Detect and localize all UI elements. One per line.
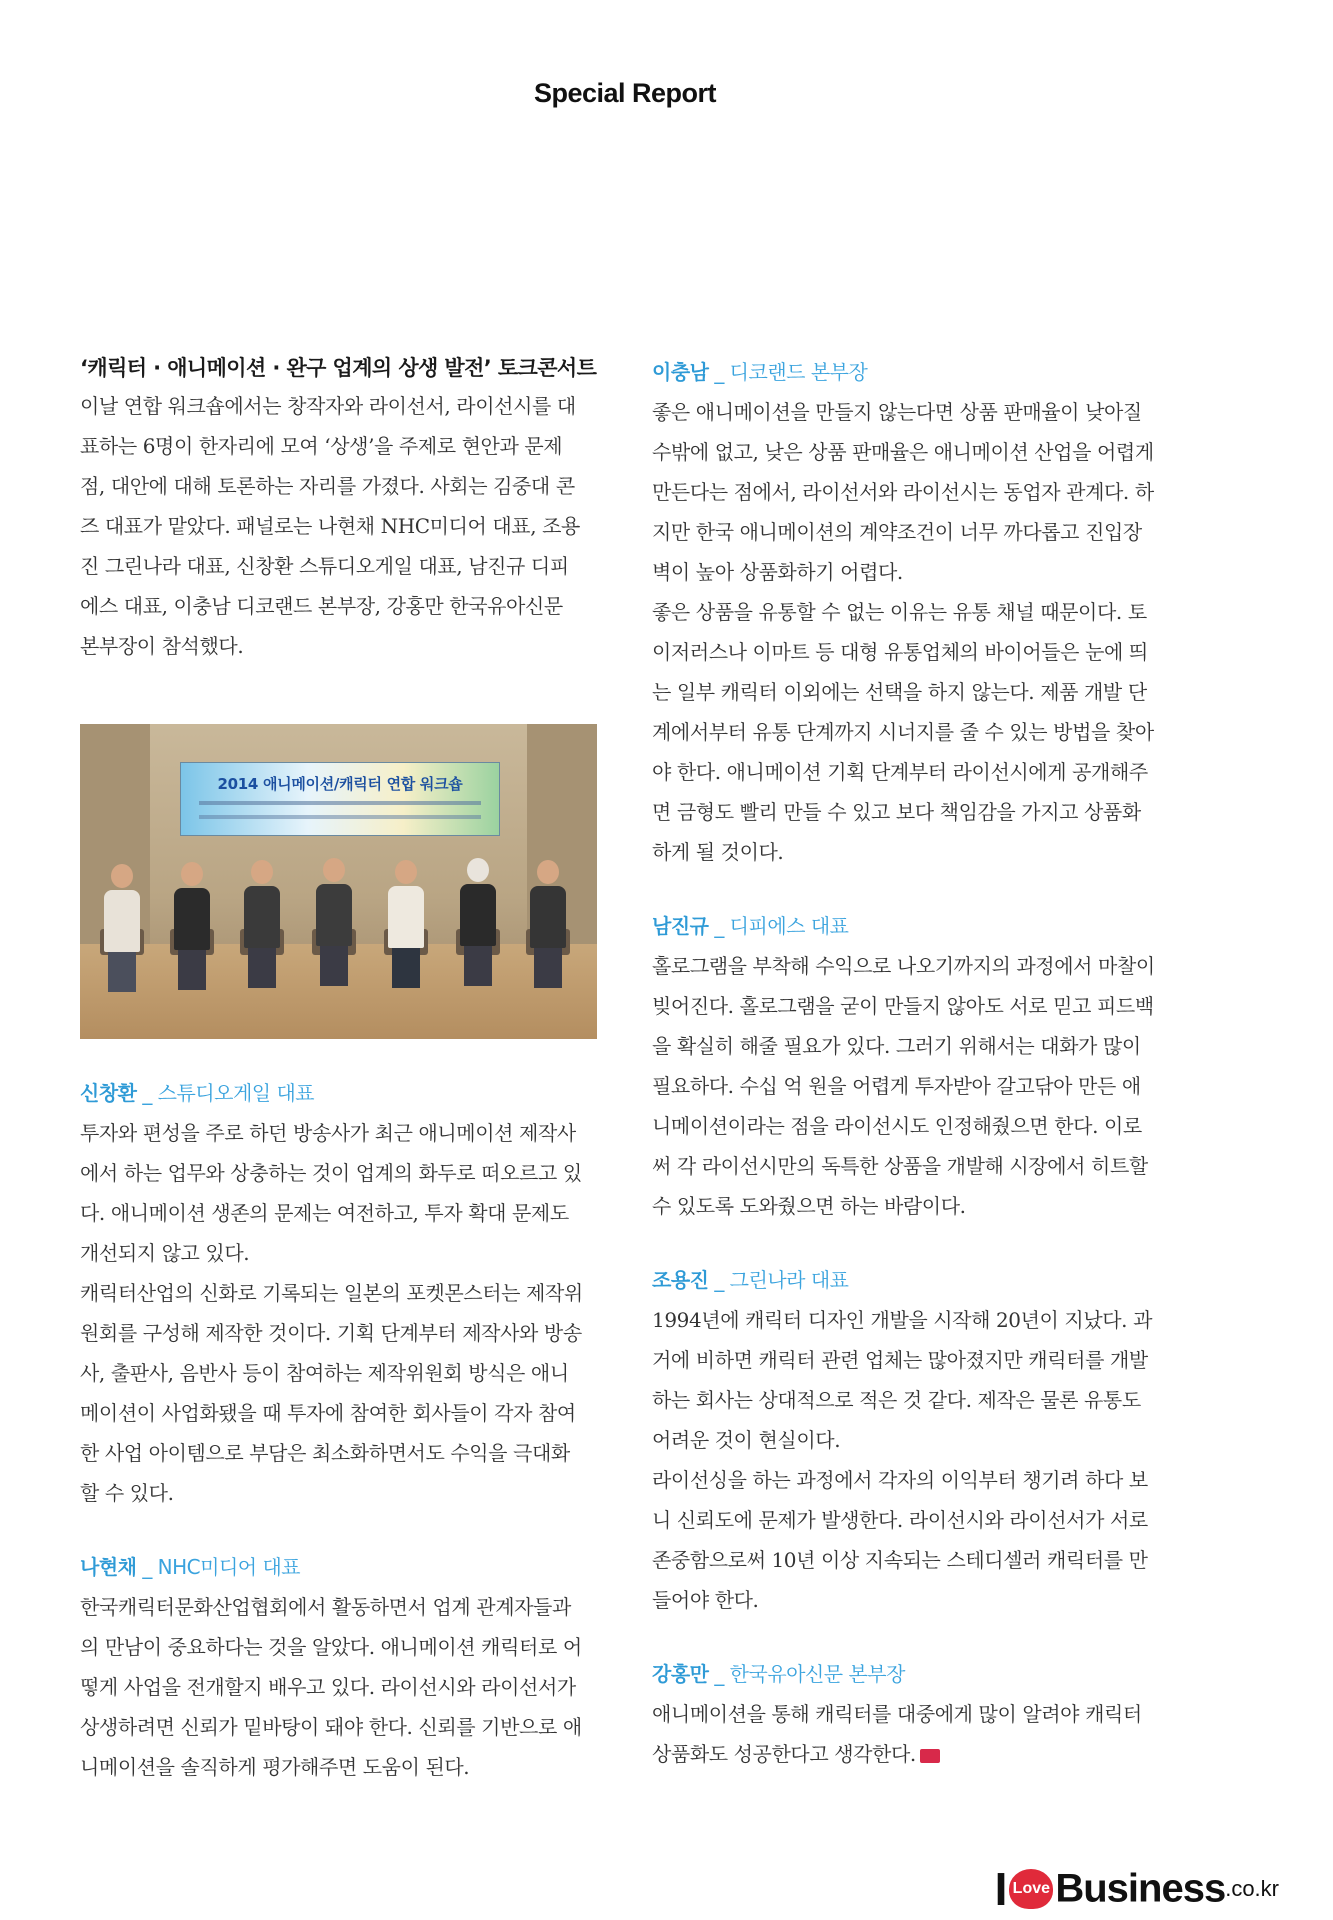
- speaker-name: 조용진: [652, 1268, 709, 1292]
- speaker-line: 떻게 사업을 전개할지 배우고 있다. 라이선시와 라이선서가: [80, 1675, 576, 1699]
- photo-banner-line: [199, 801, 481, 805]
- logo-domain: .co.kr: [1225, 1876, 1279, 1901]
- speaker-line: 한 사업 아이템으로 부담은 최소화하면서도 수익을 극대화: [80, 1441, 570, 1465]
- logo-love: Love: [1012, 1880, 1051, 1897]
- intro-line: 즈 대표가 맡았다. 패널로는 나현채 NHC미디어 대표, 조용: [80, 514, 580, 538]
- photo-banner-line: [199, 815, 481, 819]
- speaker-line: 존중함으로써 10년 이상 지속되는 스테디셀러 캐릭터를 만: [652, 1548, 1148, 1572]
- speaker-line: 개선되지 않고 있다.: [80, 1241, 250, 1265]
- speaker-line: 에서 하는 업무와 상충하는 것이 업계의 화두로 떠오르고 있: [80, 1161, 582, 1185]
- speaker-line: 캐릭터산업의 신화로 기록되는 일본의 포켓몬스터는 제작위: [80, 1281, 583, 1305]
- speaker-name: 이충남: [652, 360, 709, 384]
- speaker-role: _ 스튜디오게일 대표: [142, 1081, 315, 1105]
- speaker-heading-nam: [652, 906, 1170, 946]
- speaker-line: 면 금형도 빨리 만들 수 있고 보다 책임감을 가지고 상품화: [652, 800, 1141, 824]
- speaker-line: 메이션이 사업화됐을 때 투자에 참여한 회사들이 각자 참여: [80, 1401, 576, 1425]
- speaker-line: 상생하려면 신뢰가 밑바탕이 돼야 한다. 신뢰를 기반으로 애: [80, 1715, 582, 1739]
- photo-banner: [180, 762, 500, 836]
- speaker-line: 의 만남이 중요하다는 것을 알았다. 애니메이션 캐릭터로 어: [80, 1635, 582, 1659]
- speaker-role: _ 디코랜드 본부장: [714, 360, 868, 384]
- photo-panelist: [174, 862, 210, 990]
- speaker-line: 하게 될 것이다.: [652, 840, 784, 864]
- speaker-line: 니메이션이라는 점을 라이선시도 인정해줬으면 한다. 이로: [652, 1114, 1142, 1138]
- logo-i: I: [994, 1863, 1008, 1915]
- speaker-heading-kang: [652, 1654, 1170, 1694]
- logo-business: Business: [1055, 1866, 1226, 1911]
- speaker-line: 니메이션을 솔직하게 평가해주면 도움이 된다.: [80, 1755, 470, 1779]
- photo-panelist: [316, 858, 352, 986]
- speaker-line: 수 있도록 도와줬으면 하는 바람이다.: [652, 1194, 966, 1218]
- speaker-line: 수밖에 없고, 낮은 상품 판매율은 애니메이션 산업을 어렵게: [652, 440, 1154, 464]
- speaker-line: 니 신뢰도에 문제가 발생한다. 라이선시와 라이선서가 서로: [652, 1508, 1148, 1532]
- end-mark-icon: [920, 1749, 940, 1763]
- intro-title: ‘캐릭터 · 애니메이션 · 완구 업계의 상생 발전’ 토크콘서트: [80, 356, 597, 380]
- speaker-line: 1994년에 캐릭터 디자인 개발을 시작해 20년이 지났다. 과: [652, 1308, 1153, 1332]
- speaker-line: 투자와 편성을 주로 하던 방송사가 최근 애니메이션 제작사: [80, 1121, 576, 1145]
- speaker-line: 좋은 상품을 유통할 수 없는 이유는 유통 채널 때문이다. 토: [652, 600, 1147, 624]
- photo-panelist: [388, 860, 424, 988]
- left-column: [80, 352, 595, 1787]
- speaker-line: 계에서부터 유통 단계까지 시너지를 줄 수 있는 방법을 찾아: [652, 720, 1154, 744]
- intro-line: 에스 대표, 이충남 디코랜드 본부장, 강홍만 한국유아신문: [80, 594, 563, 618]
- intro-line: 표하는 6명이 한자리에 모여 ‘상생’을 주제로 현안과 문제: [80, 434, 563, 458]
- photo-banner-text: 2014 애니메이션/캐릭터 연합 워크숍: [217, 775, 463, 793]
- speaker-role: _ 한국유아신문 본부장: [714, 1662, 905, 1686]
- speaker-role: _ 그린나라 대표: [714, 1268, 849, 1292]
- intro-line: 본부장이 참석했다.: [80, 634, 244, 658]
- speaker-line: 지만 한국 애니메이션의 계약조건이 너무 까다롭고 진입장: [652, 520, 1142, 544]
- right-column: [652, 352, 1170, 1774]
- speaker-line: 들어야 한다.: [652, 1588, 759, 1612]
- speaker-line: 야 한다. 애니메이션 기획 단계부터 라이선시에게 공개해주: [652, 760, 1148, 784]
- speaker-line: 어려운 것이 현실이다.: [652, 1428, 841, 1452]
- photo-panelist: [460, 858, 496, 986]
- speaker-heading-lee: [652, 352, 1170, 392]
- speaker-line: 할 수 있다.: [80, 1481, 174, 1505]
- speaker-line: 벽이 높아 상품화하기 어렵다.: [652, 560, 903, 584]
- speaker-line: 이저러스나 이마트 등 대형 유통업체의 바이어들은 눈에 띄: [652, 640, 1148, 664]
- speaker-line: 다. 애니메이션 생존의 문제는 여전하고, 투자 확대 문제도: [80, 1201, 569, 1225]
- heart-icon: [1009, 1869, 1053, 1909]
- speaker-line: 써 각 라이선시만의 독특한 상품을 개발해 시장에서 히트할: [652, 1154, 1148, 1178]
- speaker-name: 남진규: [652, 914, 709, 938]
- intro-line: 점, 대안에 대해 토론하는 자리를 가졌다. 사회는 김중대 콘: [80, 474, 575, 498]
- speaker-line: 좋은 애니메이션을 만들지 않는다면 상품 판매율이 낮아질: [652, 400, 1142, 424]
- intro-line: 이날 연합 워크숍에서는 창작자와 라이선서, 라이선시를 대: [80, 394, 576, 418]
- photo-panelist: [530, 860, 566, 988]
- speaker-line: 사, 출판사, 음반사 등이 참여하는 제작위원회 방식은 애니: [80, 1361, 569, 1385]
- speaker-name: 나현채: [80, 1555, 137, 1579]
- intro-body: [80, 386, 595, 666]
- speaker-role: _ NHC미디어 대표: [142, 1555, 301, 1579]
- photo-panelist: [244, 860, 280, 988]
- speaker-line: 라이선싱을 하는 과정에서 각자의 이익부터 챙기려 하다 보: [652, 1468, 1148, 1492]
- event-photo: [80, 724, 597, 1039]
- speaker-heading-shin: [80, 1073, 595, 1113]
- speaker-line: 하는 회사는 상대적으로 적은 것 같다. 제작은 물론 유통도: [652, 1388, 1141, 1412]
- photo-panelist: [104, 864, 140, 992]
- speaker-line: 는 일부 캐릭터 이외에는 선택을 하지 않는다. 제품 개발 단: [652, 680, 1147, 704]
- speaker-line: 거에 비하면 캐릭터 관련 업체는 많아졌지만 캐릭터를 개발: [652, 1348, 1148, 1372]
- section-header: Special Report: [533, 78, 717, 108]
- speaker-line-last: [652, 1734, 1170, 1774]
- speaker-line: 원회를 구성해 제작한 것이다. 기획 단계부터 제작사와 방송: [80, 1321, 582, 1345]
- speaker-line: 애니메이션을 통해 캐릭터를 대중에게 많이 알려야 캐릭터: [652, 1702, 1142, 1726]
- intro-line: 진 그린나라 대표, 신창환 스튜디오게일 대표, 남진규 디피: [80, 554, 569, 578]
- speaker-line: 빚어진다. 홀로그램을 굳이 만들지 않아도 서로 믿고 피드백: [652, 994, 1154, 1018]
- brand-logo: [995, 1862, 1279, 1916]
- speaker-heading-cho: [652, 1260, 1170, 1300]
- speaker-role: _ 디피에스 대표: [714, 914, 849, 938]
- speaker-name: 강홍만: [652, 1662, 709, 1686]
- speaker-heading-na: [80, 1547, 595, 1587]
- speaker-line-text: 상품화도 성공한다고 생각한다.: [652, 1742, 916, 1766]
- speaker-line: 홀로그램을 부착해 수익으로 나오기까지의 과정에서 마찰이: [652, 954, 1155, 978]
- speaker-line: 만든다는 점에서, 라이선서와 라이선시는 동업자 관계다. 하: [652, 480, 1154, 504]
- speaker-line: 을 확실히 해줄 필요가 있다. 그러기 위해서는 대화가 많이: [652, 1034, 1141, 1058]
- speaker-line: 한국캐릭터문화산업협회에서 활동하면서 업계 관계자들과: [80, 1595, 571, 1619]
- speaker-name: 신창환: [80, 1081, 137, 1105]
- speaker-line: 필요하다. 수십 억 원을 어렵게 투자받아 갈고닦아 만든 애: [652, 1074, 1141, 1098]
